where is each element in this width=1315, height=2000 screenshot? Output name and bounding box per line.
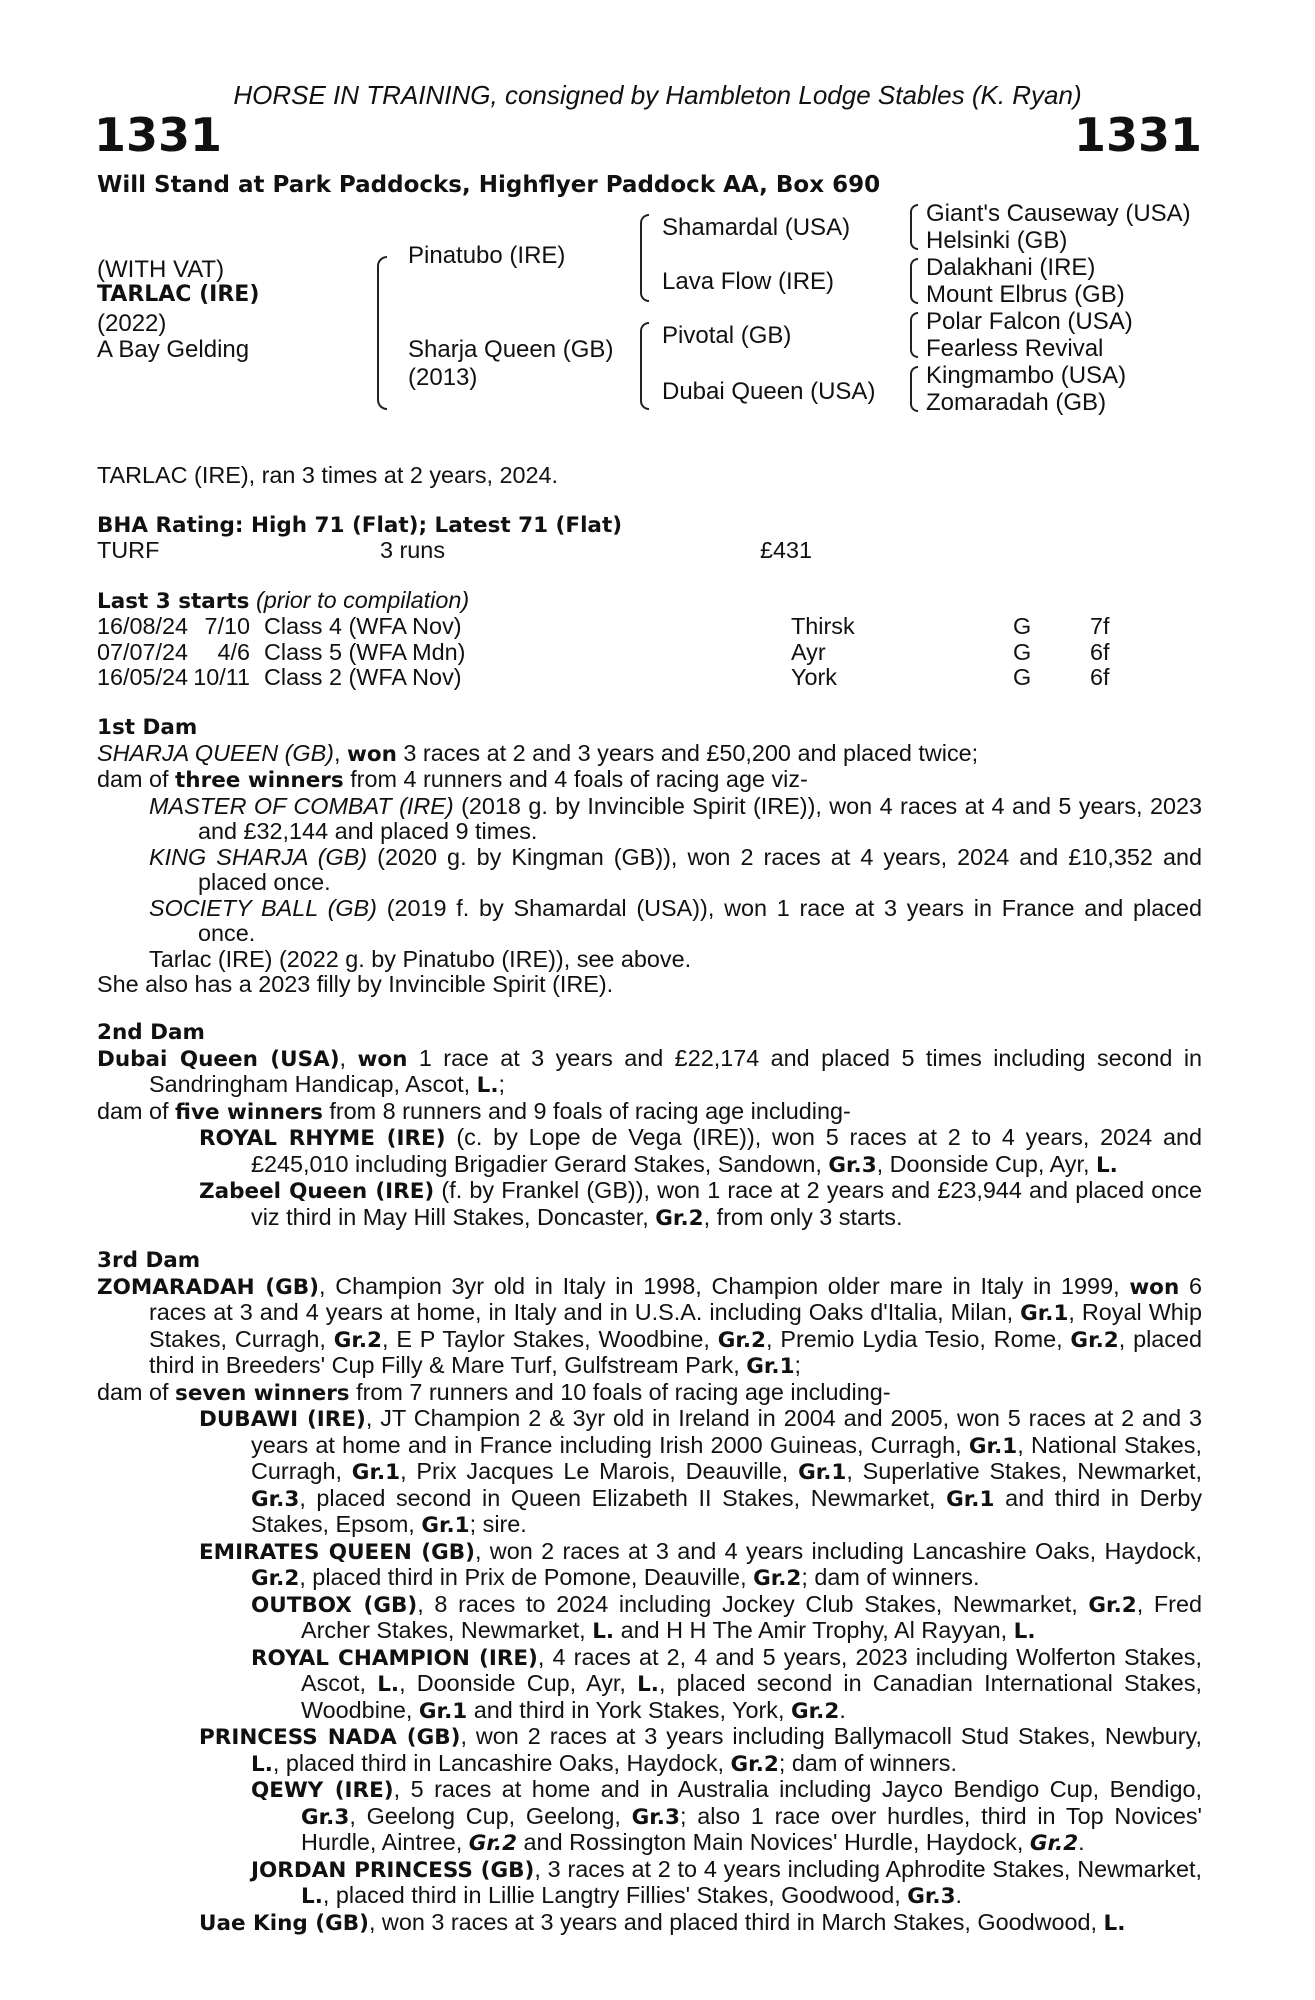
produce-record: and third in York Stakes, York, <box>473 1696 785 1723</box>
second-dam-produce-line <box>97 1099 1202 1126</box>
group-label: Gr.2 <box>1029 1831 1079 1856</box>
winners-count: seven winners <box>175 1380 350 1406</box>
produce-record: , Doonside Cup, Ayr, <box>399 1670 626 1696</box>
produce-name: MASTER OF COMBAT (IRE) <box>149 792 454 819</box>
last-starts-title: Last 3 starts <box>97 588 250 614</box>
race-record <box>97 463 1202 691</box>
prize-money: £431 <box>760 537 813 563</box>
produce-entry <box>97 1125 1202 1178</box>
listed-label: L. <box>1013 1619 1036 1644</box>
punctuation: . <box>955 1882 963 1908</box>
surface-row <box>97 538 1202 564</box>
sire-dam: Lava Flow (IRE) <box>662 268 835 295</box>
dam-line-bracket <box>640 322 649 410</box>
produce-record: (2020 g. by Kingman (GB)), won 2 races at 4 years, 2024 and £10,352 and placed once. <box>198 843 1202 895</box>
start-distance: 6f <box>1090 638 1110 665</box>
produce-record: , 4 races at 2, 4 and 5 years, 2023 including Wolferton Stakes, Ascot, <box>301 1643 1202 1696</box>
runs: 3 runs <box>380 537 446 563</box>
horse-description: A Bay Gelding <box>97 336 250 363</box>
start-race: Class 5 (WFA Mdn) <box>264 638 466 665</box>
produce-entry <box>97 794 1202 845</box>
grand-produce-entry <box>97 1645 1202 1725</box>
dam-record: , Premio Lydia Tesio, Rome, <box>766 1325 1063 1352</box>
third-dam-line <box>97 1274 1202 1380</box>
sire: Pinatubo (IRE) <box>408 242 566 269</box>
group-label: Gr.3 <box>251 1486 300 1512</box>
produce-summary: from 4 runners and 4 foals of racing age viz- <box>350 766 808 792</box>
group-label: Gr.2 <box>333 1327 383 1353</box>
produce-name: SOCIETY BALL (GB) <box>149 894 377 921</box>
sire-line-bracket <box>640 214 649 302</box>
listed-label: L. <box>476 1073 499 1098</box>
dam-of-label: dam of <box>97 1097 169 1124</box>
group-label: Gr.2 <box>730 1751 779 1777</box>
produce-summary: from 8 runners and 9 foals of racing age including- <box>329 1097 851 1124</box>
dam-dam-dam: Zomaradah (GB) <box>926 389 1107 416</box>
produce-entry <box>97 1910 1202 1937</box>
dam-dam-sire: Kingmambo (USA) <box>926 362 1127 389</box>
produce-record: (f. by Frankel (GB)), won 1 race at 2 years and £23,944 and placed once viz third in May Hill Stakes, Doncaster, <box>251 1177 1203 1230</box>
table-row <box>97 640 1202 666</box>
produce-record: , 3 races at 2 to 4 years including Aphrodite Stakes, Newmarket, <box>534 1855 1202 1882</box>
produce-name: QEWY (IRE) <box>251 1778 394 1803</box>
produce-record: , 5 races at home and in Australia including Jayco Bendigo Cup, Bendigo, <box>393 1776 1202 1802</box>
start-position: 7/10 <box>204 613 250 639</box>
start-course: Ayr <box>791 638 826 665</box>
start-course: Thirsk <box>791 613 855 639</box>
produce-record: , placed third in Lancashire Oaks, Haydock, <box>272 1749 725 1776</box>
sire-dam-bracket <box>377 256 387 410</box>
group-label: Gr.3 <box>828 1152 877 1178</box>
yearling-note: She also has a 2023 filly by Invincible Spirit (IRE). <box>97 971 614 997</box>
group-label: Gr.1 <box>746 1354 795 1379</box>
vat-label: (WITH VAT) <box>97 256 225 283</box>
produce-record: ; dam of winners. <box>801 1564 980 1590</box>
produce-name: OUTBOX (GB) <box>251 1592 418 1618</box>
produce-record: , Fred Archer Stakes, Newmarket, <box>301 1590 1202 1643</box>
produce-name: EMIRATES QUEEN (GB) <box>199 1539 475 1565</box>
listed-label: L. <box>1095 1152 1118 1178</box>
group-label: Gr.3 <box>631 1804 680 1830</box>
dam-name: ZOMARADAH (GB) <box>97 1274 319 1300</box>
lot-number-left: 1331 <box>94 108 223 162</box>
first-dam-produce-line <box>97 767 1202 794</box>
group-label: Gr.1 <box>798 1460 847 1485</box>
produce-record: (2018 g. by Invincible Spirit (IRE)), won 4 races at 4 and 5 years, 2023 and £32,144 and placed 9 times. <box>198 792 1202 844</box>
listed-label: L. <box>251 1751 273 1777</box>
produce-record: and Rossington Main Novices' Hurdle, Haydock, <box>523 1829 1024 1855</box>
dam-dam: Dubai Queen (USA) <box>662 378 876 405</box>
produce-record: (2019 f. by Shamardal (USA)), won 1 race at 3 years in France and placed once. <box>198 894 1202 946</box>
produce-record: (c. by Lope de Vega (IRE)), won 5 races at 2 to 4 years, 2024 and £245,010 including Brigadier Gerard Stakes, Sandown, <box>251 1124 1203 1177</box>
starts-table <box>97 614 1202 691</box>
produce-entry <box>97 1539 1202 1592</box>
produce-record: , 8 races to 2024 including Jockey Club Stakes, Newmarket, <box>417 1590 1078 1617</box>
produce-record: , Prix Jacques Le Marois, Deauville, <box>400 1458 789 1484</box>
dam-record: , Royal Whip Stakes, Curragh, <box>149 1299 1202 1352</box>
dam-record: 3 races at 2 and 3 years and £50,200 and placed twice; <box>403 739 979 766</box>
dam-name: SHARJA QUEEN (GB) <box>97 739 334 766</box>
third-dam-section <box>97 1248 1202 1936</box>
table-row <box>97 665 1202 691</box>
produce-record: and H H The Amir Trophy, Al Rayyan, <box>620 1617 1008 1643</box>
dam-of-label: dam of <box>97 1378 169 1405</box>
dam: Sharja Queen (GB) <box>408 336 614 363</box>
bracket-3 <box>910 312 918 358</box>
group-label: Gr.2 <box>468 1831 518 1856</box>
grand-produce-entry <box>97 1857 1202 1910</box>
start-race: Class 2 (WFA Nov) <box>264 664 462 690</box>
consignor-line: HORSE IN TRAINING, consigned by Hambleton Lodge Stables (K. Ryan) <box>233 80 1082 110</box>
dam-record: , E P Taylor Stakes, Woodbine, <box>382 1325 710 1352</box>
dam-sire-dam: Fearless Revival <box>926 335 1104 362</box>
group-label: Gr.2 <box>251 1566 300 1591</box>
horse-name: TARLAC (IRE) <box>97 282 260 307</box>
dam-name: Dubai Queen (USA) <box>97 1046 340 1072</box>
group-label: Gr.1 <box>1020 1301 1069 1326</box>
produce-record: ; sire. <box>469 1511 527 1537</box>
produce-name: KING SHARJA (GB) <box>149 843 368 870</box>
won-label: won <box>346 741 397 767</box>
third-dam-produce-line <box>97 1380 1202 1407</box>
bracket-4 <box>910 366 918 412</box>
produce-record: , placed second in Queen Elizabeth II Stakes, Newmarket, <box>299 1484 936 1511</box>
second-dam-title: 2nd Dam <box>97 1020 205 1045</box>
dam-year: (2013) <box>408 364 478 391</box>
dam-record: 1 race at 3 years and £22,174 and placed 5 times including second in Sandringham Handicap, Ascot, <box>149 1044 1203 1097</box>
punctuation: . <box>1078 1829 1085 1855</box>
start-going: G <box>1013 613 1032 639</box>
produce-entry <box>97 1724 1202 1777</box>
last-starts-note: (prior to compilation) <box>255 586 470 613</box>
produce-record: , won 3 races at 3 years and placed third in March Stakes, Goodwood, <box>368 1908 1098 1935</box>
won-label: won <box>357 1046 408 1072</box>
start-going: G <box>1013 638 1032 665</box>
horse-year: (2022) <box>97 310 167 337</box>
bracket-2 <box>910 258 918 304</box>
produce-record: and third in Derby Stakes, Epsom, <box>251 1484 1203 1537</box>
start-distance: 7f <box>1090 613 1110 639</box>
group-label: Gr.1 <box>421 1513 470 1538</box>
group-label: Gr.2 <box>1070 1327 1119 1353</box>
produce-record: , JT Champion 2 & 3yr old in Ireland in 2004 and 2005, won 5 races at 2 and 3 years at home and in France including Irish 2000 Guineas, Curragh, <box>251 1405 1202 1458</box>
produce-record: , Superlative Stakes, Newmarket, <box>846 1458 1203 1484</box>
grand-produce-entry <box>97 1592 1202 1645</box>
produce-record: , placed second in Canadian International Stakes, Woodbine, <box>301 1670 1203 1723</box>
listed-label: L. <box>301 1884 323 1909</box>
start-race: Class 4 (WFA Nov) <box>264 613 462 639</box>
sire-sire-sire: Giant's Causeway (USA) <box>926 200 1191 227</box>
produce-record: ; also 1 race over hurdles, third in Top Novices' Hurdle, Aintree, <box>301 1802 1203 1855</box>
start-position: 4/6 <box>217 638 250 665</box>
produce-record: , placed third in Lillie Langtry Fillies' Stakes, Goodwood, <box>322 1882 901 1908</box>
start-date: 16/08/24 <box>97 613 189 639</box>
dam-sire-sire: Polar Falcon (USA) <box>926 308 1133 335</box>
start-distance: 6f <box>1090 664 1110 690</box>
group-label: Gr.1 <box>946 1486 995 1512</box>
winners-count: five winners <box>175 1099 323 1125</box>
produce-record: , from only 3 starts. <box>703 1203 903 1230</box>
second-dam-line: Dubai Queen (USA), won 1 race at 3 years and £22,174 and placed 5 times including second in Sandringham Handicap, Ascot, L.; <box>97 1044 1203 1098</box>
first-dam-section <box>97 715 1202 998</box>
produce-record: , placed third in Prix de Pomone, Deauville, <box>299 1564 747 1590</box>
bracket-1 <box>910 204 918 250</box>
produce-record: , Doonside Cup, Ayr, <box>876 1150 1090 1177</box>
dam-record: 6 races at 3 and 4 years at home, in Italy and in U.S.A. including Oaks d'Italia, Milan, <box>149 1272 1203 1325</box>
produce-entry <box>97 896 1202 947</box>
produce-name: Zabeel Queen (IRE) <box>199 1179 435 1204</box>
punctuation: ; <box>498 1071 506 1097</box>
produce-entry: Tarlac (IRE) (2022 g. by Pinatubo (IRE)), see above. <box>149 945 692 972</box>
listed-label: L. <box>637 1672 659 1697</box>
start-course: York <box>791 664 837 690</box>
third-dam-title: 3rd Dam <box>97 1248 201 1273</box>
produce-name: Uae King (GB) <box>199 1910 369 1936</box>
produce-entry <box>97 1178 1202 1231</box>
produce-name: JORDAN PRINCESS (GB) <box>251 1857 535 1883</box>
won-label: won <box>1129 1274 1180 1300</box>
record-summary: TARLAC (IRE), ran 3 times at 2 years, 2024. <box>97 462 559 488</box>
produce-entry <box>97 845 1202 896</box>
group-label: Gr.2 <box>1088 1592 1137 1618</box>
produce-name: ROYAL RHYME (IRE) <box>199 1126 446 1151</box>
lot-number-right: 1331 <box>1073 108 1202 162</box>
stand-location: Will Stand at Park Paddocks, Highflyer Paddock AA, Box 690 <box>97 172 881 198</box>
start-position: 10/11 <box>193 664 250 690</box>
last-starts-heading <box>97 588 1202 615</box>
group-label: Gr.3 <box>301 1804 350 1830</box>
second-dam-section <box>97 1020 1202 1231</box>
group-label: Gr.1 <box>351 1460 401 1485</box>
table-row <box>97 614 1202 640</box>
bha-rating: BHA Rating: High 71 (Flat); Latest 71 (Flat) <box>97 512 623 538</box>
first-dam-title: 1st Dam <box>97 715 198 740</box>
grand-produce-entry <box>97 1777 1202 1857</box>
start-date: 16/05/24 <box>97 664 189 690</box>
produce-name: DUBAWI (IRE) <box>199 1407 366 1432</box>
produce-name: ROYAL CHAMPION (IRE) <box>251 1645 538 1671</box>
group-label: Gr.2 <box>791 1698 840 1724</box>
group-label: Gr.2 <box>753 1566 802 1591</box>
group-label: Gr.1 <box>968 1433 1018 1459</box>
first-dam-line: SHARJA QUEEN (GB), won 3 races at 2 and 3 years and £50,200 and placed twice; <box>97 739 979 767</box>
sire-sire: Shamardal (USA) <box>662 214 851 241</box>
produce-record: , won 2 races at 3 and 4 years including Lancashire Oaks, Haydock, <box>474 1537 1202 1564</box>
start-date: 07/07/24 <box>97 638 189 665</box>
produce-record: , Geelong Cup, Geelong, <box>349 1802 621 1829</box>
produce-record: , National Stakes, Curragh, <box>251 1431 1202 1484</box>
dam-record: , Champion 3yr old in Italy in 1998, Champion older mare in Italy in 1999, <box>318 1272 1120 1299</box>
group-label: Gr.2 <box>717 1327 767 1353</box>
listed-label: L. <box>377 1672 400 1697</box>
produce-entry <box>97 1406 1202 1539</box>
group-label: Gr.3 <box>907 1884 956 1909</box>
winners-count: three winners <box>175 768 344 793</box>
produce-summary: from 7 runners and 10 foals of racing age including- <box>356 1378 891 1405</box>
listed-label: L. <box>1103 1910 1126 1936</box>
produce-record: ; dam of winners. <box>778 1749 957 1776</box>
sire-dam-dam: Mount Elbrus (GB) <box>926 281 1125 308</box>
group-label: Gr.2 <box>655 1205 704 1231</box>
start-going: G <box>1013 664 1032 690</box>
surface: TURF <box>97 537 160 563</box>
produce-name: PRINCESS NADA (GB) <box>199 1725 461 1750</box>
punctuation: . <box>839 1696 846 1723</box>
sire-dam-sire: Dalakhani (IRE) <box>926 254 1096 281</box>
dam-of-label: dam of <box>97 766 169 792</box>
dam-sire: Pivotal (GB) <box>662 322 792 349</box>
punctuation: ; <box>794 1352 802 1378</box>
group-label: Gr.1 <box>418 1698 468 1724</box>
sire-sire-dam: Helsinki (GB) <box>926 227 1068 254</box>
listed-label: L. <box>592 1619 615 1644</box>
dam-record: , placed third in Breeders' Cup Filly & Mare Turf, Gulfstream Park, <box>149 1325 1202 1378</box>
produce-record: , won 2 races at 3 years including Ballymacoll Stud Stakes, Newbury, <box>460 1723 1202 1749</box>
